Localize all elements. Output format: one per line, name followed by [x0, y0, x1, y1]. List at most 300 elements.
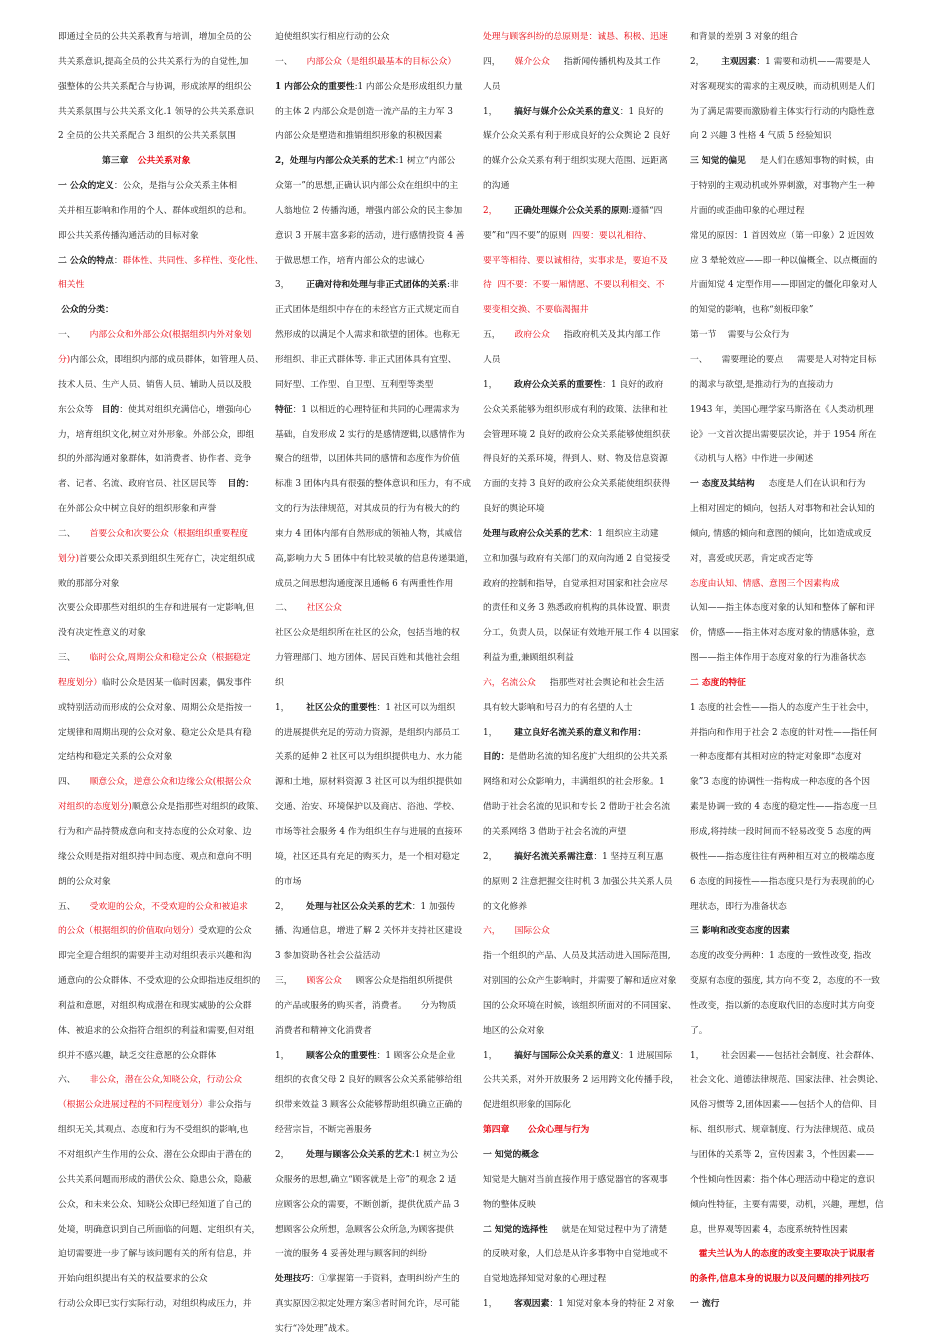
text-line	[275, 323, 483, 348]
body-text: 良好的舆论环境	[483, 504, 545, 515]
text-line	[483, 820, 691, 845]
body-text: 通意向的公众群体、不受欢迎的公众即指违反组织的	[58, 976, 261, 987]
text-line	[483, 1242, 691, 1267]
text-line	[483, 224, 691, 249]
text-line	[58, 1118, 266, 1143]
body-text: 地区的公众对象	[483, 1025, 545, 1036]
text-line	[690, 944, 898, 969]
body-text: 实行“冷处理”战术。	[275, 1323, 355, 1334]
body-text: 行为和产品持赞成意向和支持态度的公众对象、边	[58, 827, 252, 837]
text-line	[690, 1118, 898, 1143]
text-line	[690, 273, 898, 298]
body-text: 1，	[483, 379, 515, 390]
text-line	[690, 398, 898, 423]
body-text: 即公共关系传播沟通活动的目标对象	[58, 230, 199, 241]
text-line	[58, 820, 266, 845]
body-text: ：①掌握第一手资料，查明纠纷产生的	[310, 1274, 460, 1285]
text-line	[690, 1093, 898, 1118]
heading-text: 搞好与国际公众关系的意义	[514, 1050, 620, 1061]
text-line	[58, 696, 266, 721]
text-line	[483, 621, 691, 646]
body-text: ：1 加强传	[411, 901, 456, 912]
body-text: 指那些对社会舆论和社会生活	[535, 677, 665, 688]
text-line	[275, 124, 483, 149]
body-text: 指政府机关及其内部工作	[549, 330, 661, 341]
body-text: 指新闻传播机构及其工作	[549, 56, 661, 67]
text-line	[690, 696, 898, 721]
emphasis-heading-text: 的条件,信息本身的说服力以及问题的排列技巧	[690, 1274, 870, 1285]
text-line	[275, 1218, 483, 1243]
text-line	[483, 373, 691, 398]
text-line	[275, 199, 483, 224]
text-line	[275, 820, 483, 845]
body-text: 二、	[275, 603, 307, 614]
body-text: 或特别活动而形成的公众对象、周期公众是指按一	[58, 702, 252, 713]
heading-text: 政府公众关系的重要性	[514, 379, 603, 390]
body-text: ：1 社区可以为组织	[376, 702, 456, 713]
text-line	[58, 497, 266, 522]
body-text: 人员	[483, 354, 501, 365]
text-column-2	[275, 25, 483, 1342]
body-text: 众第一”的思想,正确认识内部公众在组织中的主	[275, 181, 459, 192]
text-line	[483, 696, 691, 721]
body-text: 缘公众则是指对组织持中间态度、观点和意向不明	[58, 851, 252, 862]
text-line	[275, 994, 483, 1019]
body-text: 对，喜爱或厌恶，肯定或否定等	[690, 553, 814, 564]
emphasis-text: 内部公众（是组织最基本的目标公众）	[306, 56, 457, 67]
text-line	[275, 621, 483, 646]
body-text: 对别国的公众产生影响时，并需要了解和适应对象	[483, 976, 677, 987]
emphasis-text: 四要：要以礼相待、	[572, 230, 652, 241]
body-text: 次要公众即那些对组织的生存和进展有一定影响,但	[58, 603, 255, 614]
text-line	[275, 1242, 483, 1267]
body-text: 性改变，指以新的态度取代旧的态度时其方向变	[690, 1000, 875, 1011]
text-line	[483, 1093, 691, 1118]
heading-text: 目的	[101, 404, 120, 415]
text-line	[275, 919, 483, 944]
text-line	[275, 696, 483, 721]
text-line	[58, 845, 266, 870]
emphasis-text: 临时公众,周期公众和稳定公众（根据稳定	[89, 653, 251, 664]
text-line	[58, 671, 266, 696]
text-line	[58, 870, 266, 895]
text-line	[483, 50, 691, 75]
text-line	[58, 1218, 266, 1243]
text-line	[58, 1242, 266, 1267]
body-text: 迫切需要进一步了解与该问题有关的所有信息，并	[58, 1249, 252, 1260]
text-line	[690, 572, 898, 597]
body-text: 市场等社会服务 4 作为组织生存与进展的直接环	[275, 827, 463, 837]
emphasis-text: 内部公众和外部公众(根据组织内外对象划	[89, 330, 252, 341]
text-line	[690, 199, 898, 224]
body-text: 的产品或服务的购买者，消费者。 分为物质	[275, 1000, 457, 1011]
emphasis-text: （根据公众进展过程的不同程度划分）	[58, 1100, 208, 1111]
text-line	[690, 1019, 898, 1044]
body-text: 强整体的公共关系配合与协调，形成浓厚的组织公	[58, 81, 252, 92]
body-text: 消费者和精神文化消费者	[275, 1025, 372, 1036]
body-text: 即完全迎合组织的需要并主动对组织表示兴趣和沟	[58, 951, 252, 962]
text-line	[275, 969, 483, 994]
text-line	[690, 348, 898, 373]
body-text: 内部公众是塑造和推销组织形象的积极因素	[275, 131, 443, 142]
body-text: 片面知觉 4 定型作用——即固定的僵化印象对人	[690, 280, 878, 291]
text-line	[58, 1292, 266, 1317]
text-line	[58, 1044, 266, 1069]
body-text: 基础，自发形成 2 实行的是感情逻辑,以感情作为	[275, 429, 465, 440]
text-line	[690, 50, 898, 75]
text-line	[58, 944, 266, 969]
body-text: 1，	[275, 702, 307, 713]
emphasis-text: 相关性	[58, 280, 85, 291]
body-text: 极性——指态度往往有两种相互对立的极端态度	[690, 851, 875, 862]
emphasis-text: 六，名流公众	[483, 677, 536, 688]
body-text: 倾向, 情感的倾向和意图的倾向，比如造成或反	[690, 528, 872, 539]
text-line	[58, 994, 266, 1019]
body-text: 交通、治安、环境保护以及商店、浴池、学校、	[275, 802, 460, 813]
text-line	[58, 472, 266, 497]
text-line	[690, 174, 898, 199]
body-text: 社区公众是组织所在社区的公众，包括当地的权	[275, 628, 460, 639]
text-line	[58, 1193, 266, 1218]
body-text: 东公众等	[58, 404, 102, 415]
text-line	[690, 969, 898, 994]
heading-text: 搞好与媒介公众关系的意义	[514, 106, 620, 117]
body-text: 公众关系能够为组织形成有利的政策、法律和社	[483, 404, 668, 415]
body-text: 1，	[275, 1050, 307, 1061]
text-line	[483, 1292, 691, 1317]
text-line	[275, 870, 483, 895]
body-text: 共关系氛围与公共关系文化.1 领导的公共关系意识	[58, 106, 254, 117]
body-text: ：1 顾客公众是企业	[376, 1050, 456, 1061]
text-line	[58, 572, 266, 597]
body-text: 得良好的关系环境，得到人、财、物及信息资源	[483, 454, 668, 465]
body-text: 态度是人们在认识和行为	[754, 479, 866, 490]
text-line	[690, 1218, 898, 1243]
text-line	[58, 919, 266, 944]
body-text: 真实原因②拟定处理方案③者时间允许，尽可能	[275, 1299, 460, 1310]
text-line	[483, 919, 691, 944]
body-text: 的原则 2 注意把握交往时机 3 加强公共关系人员	[483, 876, 673, 887]
text-line	[275, 497, 483, 522]
text-line	[483, 969, 691, 994]
text-line	[275, 944, 483, 969]
body-text: :1 树立“内部公	[395, 156, 456, 167]
body-text: 定规律和周期出现的公众对象、稳定公众是具有稳	[58, 727, 252, 738]
body-text: 的知觉的影响，也称“刻板印象”	[690, 305, 814, 316]
emphasis-text: 态度由认知、情感、意图三个因素构成	[690, 578, 840, 589]
heading-text: 第三章	[58, 156, 138, 167]
body-text: 力，培育组织文化,树立对外形象。外部公众，即组	[58, 429, 255, 440]
body-text: 倾向性特征，主要有需要，动机，兴趣，理想，信	[690, 1199, 884, 1210]
text-line	[483, 596, 691, 621]
body-text: ：1 组织应主动建	[588, 528, 659, 539]
body-text: 迫使组织实行相应行动的公众	[275, 32, 390, 42]
body-text: 五、	[58, 901, 90, 912]
emphasis-text: 2，	[483, 205, 515, 216]
text-line	[58, 199, 266, 224]
text-line	[690, 1044, 898, 1069]
emphasis-heading-text: 二 态度的特征	[690, 677, 746, 688]
body-text: 意识 3 开展丰富多彩的活动，进行感情投资 4 善	[275, 230, 465, 241]
body-text: 1，	[483, 727, 515, 738]
body-text: 人翁地位 2 传播沟通，增强内部公众的民主参加	[275, 205, 463, 216]
text-line	[690, 423, 898, 448]
text-line	[58, 1093, 266, 1118]
body-text: 三，	[275, 976, 307, 987]
text-line	[690, 770, 898, 795]
text-line	[483, 1118, 691, 1143]
text-line	[58, 423, 266, 448]
text-line	[690, 373, 898, 398]
heading-text: 处理与社区公众关系的艺术	[306, 901, 412, 912]
text-line	[275, 249, 483, 274]
body-text: 的主体 2 内部公众是创造一流产品的主力军 3	[275, 106, 453, 117]
body-text: 于做思想工作，培育内部公众的忠诚心	[275, 255, 425, 266]
text-line	[690, 1068, 898, 1093]
text-line	[483, 994, 691, 1019]
body-text: 向 2 兴趣 3 性格 4 气质 5 经验知识	[690, 131, 832, 142]
heading-text: 处理与政府公众关系的艺术	[483, 528, 589, 539]
text-line	[275, 1068, 483, 1093]
text-line	[58, 323, 266, 348]
body-text: 没有决定性意义的对象	[58, 628, 146, 639]
text-line	[483, 124, 691, 149]
text-line	[275, 1118, 483, 1143]
emphasis-text: 受欢迎的公众，不受欢迎的公众和被追求	[89, 901, 248, 912]
text-line	[483, 174, 691, 199]
body-text: ：1 良好的	[619, 106, 664, 117]
body-text: 一流的服务 4 妥善处理与顾客间的纠纷	[275, 1249, 427, 1260]
body-text: ：1 进展国际	[619, 1050, 673, 1061]
body-text: 3 参加资助各社会公益活动	[275, 951, 381, 962]
text-line	[275, 423, 483, 448]
body-text: 的市场	[275, 876, 302, 887]
text-line	[483, 348, 691, 373]
emphasis-text: 顺意公众，逆意公众和边缘公众(根据公众	[89, 777, 252, 788]
body-text: 的反映对象，人们总是从许多事物中自觉地或不	[483, 1249, 668, 1260]
body-text: :1 内部公众是形成组织力量	[354, 81, 463, 92]
heading-text: 2，处理与内部公众关系的艺术	[275, 156, 396, 167]
body-text: 常见的原因：1 首因效应（第一印象）2 近因效	[690, 230, 874, 241]
body-text: 源和土地，原材料资源 3 社区可以为组织提供如	[275, 777, 463, 788]
text-line	[690, 621, 898, 646]
body-text: 想顾客公众所想，急顾客公众所急,为顾客提供	[275, 1224, 454, 1235]
body-text: ：使其对组织充满信心，增强向心	[119, 404, 252, 415]
text-line	[58, 1143, 266, 1168]
body-text: 息，世界观等因素 4，态度系统特性因素	[690, 1224, 848, 1235]
body-text: 共关系意识,提高全员的公共关系行为的自觉性,加	[58, 56, 249, 67]
text-line	[275, 522, 483, 547]
heading-text: 三 知觉的偏见	[690, 156, 746, 167]
text-line	[275, 745, 483, 770]
body-text: 败的那部分对象	[58, 578, 120, 589]
body-text: 正式团体是组织中存在的未经官方正式规定而自	[275, 305, 460, 316]
heading-text: 主观因素	[721, 56, 757, 67]
body-text: 论》一文首次提出需要层次论，并于 1954 所在	[690, 429, 877, 440]
body-text: 非公众指与	[207, 1100, 252, 1111]
text-line	[58, 298, 266, 323]
text-line	[275, 273, 483, 298]
body-text: 朗的公众对象	[58, 876, 111, 887]
body-text: 一、	[275, 56, 307, 67]
body-text: 分工，负责人员，以保证有效地开展工作 4 以国家	[483, 628, 679, 639]
body-text: 促进组织形象的国际化	[483, 1100, 571, 1111]
text-line	[275, 572, 483, 597]
text-line	[483, 721, 691, 746]
text-line	[275, 547, 483, 572]
body-text: 标、组织形式、规章制度、行为法律规范、成员	[690, 1125, 875, 1136]
body-text: 公共关系，对外开放服务 2 运用跨文化传播手段，	[483, 1075, 679, 1086]
body-text: :遵循“四	[628, 205, 663, 216]
text-line	[690, 1168, 898, 1193]
body-text: 顾客公众是指组织所提供	[341, 976, 453, 987]
body-text: 应顾客公众的需要，不断创新，提供优质产品 3	[275, 1199, 460, 1210]
text-line	[275, 100, 483, 125]
text-line	[483, 1193, 691, 1218]
body-text: 四，	[483, 56, 515, 67]
body-text: 方面的支持 3 良好的政府公众关系能使组织获得	[483, 479, 671, 490]
body-text: 的文化修养	[483, 901, 527, 912]
text-line	[275, 1044, 483, 1069]
body-text: 成员之间思想沟通度深且通畅 6 有两重性作用	[275, 578, 454, 589]
body-text: 了。	[690, 1025, 708, 1036]
text-line	[58, 224, 266, 249]
text-line	[275, 447, 483, 472]
heading-text: 建立良好名流关系的意义和作用：	[514, 727, 647, 738]
text-line	[690, 845, 898, 870]
body-text: 内部公众，即组织内部的成员群体，如管理人员、	[70, 354, 264, 365]
heading-text: 搞好名流关系需注意	[514, 851, 594, 862]
body-text: 理状态，即行为准备状态	[690, 901, 787, 912]
body-text: 《动机与人格》中作进一步阐述	[690, 454, 814, 465]
body-text: 风俗习惯等 2,团体因素——包括个人的信仰、目	[690, 1100, 878, 1111]
body-text: 利益和意愿，对组织构成潜在和现实威胁的公众群	[58, 1000, 252, 1011]
text-line	[58, 1168, 266, 1193]
text-line	[690, 1193, 898, 1218]
body-text: 与团体的关系等 2，宣传因素 3，个性因素——	[690, 1149, 874, 1160]
text-line	[483, 795, 691, 820]
text-line	[483, 273, 691, 298]
text-line	[275, 1019, 483, 1044]
body-text: 和背景的差别 3 对象的组合	[690, 32, 798, 42]
text-line	[275, 596, 483, 621]
body-text: 在外部公众中树立良好的组织形象和声誉	[58, 504, 217, 515]
text-line	[690, 124, 898, 149]
body-text: 1，	[483, 1299, 515, 1310]
body-text: 的关系网络 3 借助于社会名流的声望	[483, 827, 627, 837]
text-line	[690, 1242, 898, 1267]
text-line	[58, 348, 266, 373]
body-text: :非	[446, 280, 459, 291]
heading-text: 社区公众的重要性	[306, 702, 377, 713]
body-text: 利益为重,兼顾组织利益	[483, 653, 574, 664]
text-line	[483, 745, 691, 770]
text-line	[483, 944, 691, 969]
heading-text: 二 公众的特点	[58, 255, 114, 266]
body-text: 境，社区还具有充足的购买力，是一个相对稳定	[275, 851, 460, 862]
text-line	[58, 1019, 266, 1044]
text-line	[483, 646, 691, 671]
body-text: ：1 以相近的心理特征和共同的心理需求为	[292, 404, 460, 415]
text-column-1	[58, 25, 266, 1317]
text-line	[690, 1267, 898, 1292]
text-line	[275, 1168, 483, 1193]
text-line	[690, 795, 898, 820]
text-line	[483, 447, 691, 472]
text-line	[690, 249, 898, 274]
text-line	[483, 895, 691, 920]
body-text: 2，	[483, 851, 515, 862]
body-text: 织	[275, 677, 284, 688]
text-line	[483, 845, 691, 870]
body-text: 上相对固定的倾向，包括人对事物和社会认知的	[690, 504, 875, 515]
text-line	[690, 547, 898, 572]
body-text: 顺意公众是指那些对组织的政策、	[131, 802, 264, 813]
text-line	[58, 149, 266, 174]
emphasis-text: 非公众，潜在公众,知晓公众，行动公众	[89, 1075, 242, 1086]
body-text: ：公众，是指与公众关系主体相	[113, 181, 238, 192]
text-line	[58, 25, 266, 50]
body-text: 并指向和作用于社会 2 态度的针对性——指任何	[690, 727, 878, 738]
text-line	[690, 497, 898, 522]
text-line	[483, 522, 691, 547]
emphasis-heading-text: 第四章 公众心理与行为	[483, 1125, 590, 1136]
heading-text: 一 知觉的概念	[483, 1149, 539, 1160]
body-text: 应 3 晕轮效应——即一种以偏概全、以点概面的	[690, 255, 878, 266]
text-line	[690, 1292, 898, 1317]
body-text: 对客观现实的需求的主观反映，而动机则是人们	[690, 81, 875, 92]
text-column-4	[690, 25, 898, 1317]
emphasis-text: 顾客公众	[306, 976, 342, 987]
emphasis-text: 群体性、共同性、多样性、变化性、	[122, 255, 264, 266]
text-line	[690, 994, 898, 1019]
text-line	[690, 1143, 898, 1168]
text-line	[275, 646, 483, 671]
text-line	[483, 75, 691, 100]
text-line	[690, 447, 898, 472]
body-text: 即通过全员的公共关系教育与培训，增加全员的公	[58, 32, 252, 42]
body-text: 六、	[58, 1075, 90, 1086]
text-line	[275, 1143, 483, 1168]
emphasis-heading-text: 霍夫兰认为人的态度的改变主要取决于说服者	[690, 1249, 875, 1260]
body-text: 形组织、非正式群体等. 非正式团体具有宜型、	[275, 354, 457, 365]
body-text: 国的公众环境在时候，该组织所面对的不同国家、	[483, 1000, 677, 1011]
heading-text: 目的：	[483, 752, 510, 763]
body-text: 为了满足需要而激励着主体实行行动的内隐性意	[690, 106, 875, 117]
body-text: 织并不感兴趣，缺乏交往意愿的公众群体	[58, 1050, 217, 1061]
text-line	[483, 770, 691, 795]
body-text: 织的外部沟通对象群体，如消费者、协作者、竞争	[58, 454, 252, 465]
text-line	[58, 522, 266, 547]
text-line	[58, 100, 266, 125]
body-text: 公共关系问题而形成的潜伏公众、隐患公众，隐蔽	[58, 1174, 252, 1185]
body-text: 态度的改变分两种：1 态度的一致性改变, 指改	[690, 951, 872, 962]
body-text: 的渴求与欲望,是推动行为的直接动力	[690, 379, 834, 390]
body-text: 然形成的以满足个人需求和欲望的团体。也称无	[275, 330, 460, 341]
text-line	[275, 75, 483, 100]
body-text: :1 树立为公	[411, 1149, 459, 1160]
text-line	[690, 745, 898, 770]
emphasis-text: 程度划分）	[58, 677, 102, 688]
text-line	[58, 547, 266, 572]
body-text: 认知——指主体态度对象的认知和整体了解和评	[690, 603, 875, 614]
emphasis-text: 媒介公众	[514, 56, 550, 67]
body-text: 是借助名流的知名度扩大组织的公共关系	[509, 752, 668, 763]
text-line	[275, 845, 483, 870]
body-text: 束力 4 团体内部有自然形成的领袖人物，其威信	[275, 528, 463, 539]
body-text: 聚合的纽带，以团体共同的感情和态度作为价值	[275, 454, 460, 465]
text-line	[483, 870, 691, 895]
